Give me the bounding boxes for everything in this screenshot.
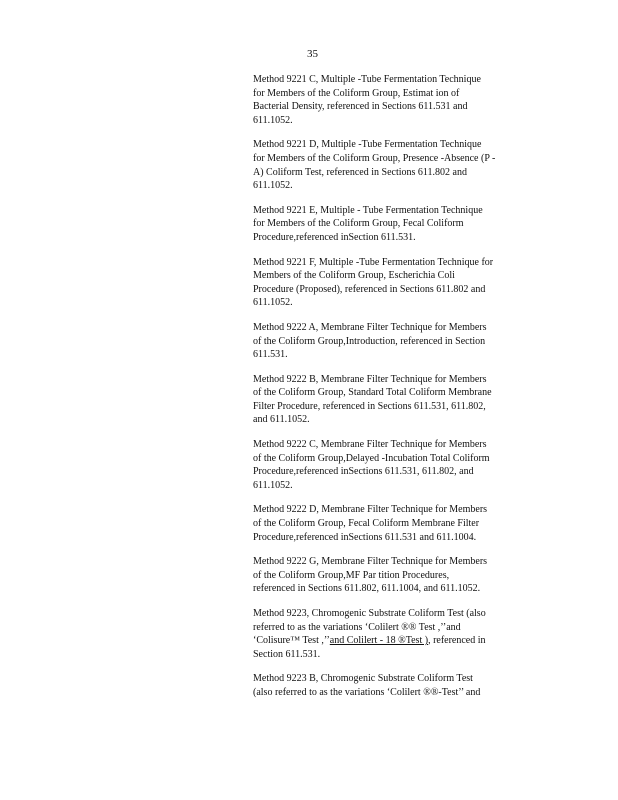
entry-text-line: Bacterial Density, referenced in Sections 611.531 and bbox=[253, 101, 468, 113]
method-reference-entry bbox=[253, 555, 541, 596]
entry-text-line: Method 9221 C, Multiple -Tube Fermentation Technique bbox=[253, 74, 481, 85]
entry-text-line: Method 9222 A, Membrane Filter Technique for Members bbox=[253, 321, 487, 333]
method-reference-entry bbox=[253, 438, 541, 492]
method-reference-entry bbox=[253, 503, 541, 544]
entry-text-line: Method 9222 B, Membrane Filter Technique for Members bbox=[253, 373, 487, 385]
underlined-insertion: and Colilert - 18 ®Test ) bbox=[329, 635, 429, 647]
entry-text-line: referred to as the variations ‘Colilert ®® Test ,’’and bbox=[253, 621, 461, 633]
entry-text-line: Method 9222 C, Membrane Filter Technique for Members bbox=[253, 439, 487, 451]
page-number: 35 bbox=[307, 48, 318, 60]
method-reference-entry bbox=[253, 607, 541, 661]
entry-text-line: Procedure,referenced inSection 611.531. bbox=[253, 231, 416, 243]
entry-text-line: 611.1052. bbox=[253, 114, 293, 126]
entry-text-line: for Members of the Coliform Group, Estimat ion of bbox=[253, 87, 460, 99]
entry-text-line: for Members of the Coliform Group, Fecal Coliform bbox=[253, 218, 464, 230]
method-reference-entry bbox=[253, 138, 541, 192]
entry-text-line: Members of the Coliform Group, Escherichia Coli bbox=[253, 270, 455, 282]
entry-text-line: for Members of the Coliform Group, Presence -Absence (P - bbox=[253, 152, 496, 164]
entry-text-line: Method 9221 F, Multiple -Tube Fermentation Technique for bbox=[253, 256, 494, 268]
entry-text-line: Filter Procedure, referenced in Sections 611.531, 611.802, bbox=[253, 400, 486, 412]
method-reference-list bbox=[253, 73, 541, 711]
entry-text-line: of the Coliform Group,Introduction, referenced in Section bbox=[253, 335, 486, 347]
entry-text-line: Method 9221 E, Multiple - Tube Fermentation Technique bbox=[253, 204, 483, 216]
entry-text-line: of the Coliform Group, Standard Total Coliform Membrane bbox=[253, 387, 492, 399]
method-reference-entry bbox=[253, 321, 541, 362]
method-reference-entry bbox=[253, 256, 541, 310]
entry-text-line: Method 9223, Chromogenic Substrate Coliform Test (also bbox=[253, 608, 486, 619]
entry-text-line: of the Coliform Group,Delayed -Incubation Total Coliform bbox=[253, 452, 490, 464]
method-reference-entry bbox=[253, 204, 541, 245]
entry-text-line: Section 611.531. bbox=[253, 648, 321, 660]
entry-text-line: Method 9222 D, Membrane Filter Technique for Members bbox=[253, 504, 488, 516]
method-reference-entry bbox=[253, 73, 541, 127]
entry-text-line: A) Coliform Test, referenced in Sections 611.802 and bbox=[253, 166, 467, 178]
entry-text-line: 611.531. bbox=[253, 349, 288, 361]
entry-text-line: Method 9223 B, Chromogenic Substrate Coliform Test bbox=[253, 673, 473, 685]
entry-text-line: Procedure (Proposed), referenced in Sections 611.802 and bbox=[253, 283, 486, 295]
entry-text-line: of the Coliform Group, Fecal Coliform Membrane Filter bbox=[253, 518, 480, 530]
entry-text-line: Procedure,referenced inSections 611.531 and 611.1004. bbox=[253, 531, 477, 543]
entry-text-line: Procedure,referenced inSections 611.531, 611.802, and bbox=[253, 466, 474, 478]
entry-text-line: (also referred to as the variations ‘Colilert ®®-Test’’ and bbox=[253, 686, 481, 698]
method-reference-entry bbox=[253, 373, 541, 427]
entry-text-line: Method 9221 D, Multiple -Tube Fermentation Technique bbox=[253, 139, 482, 151]
entry-text-line: Method 9222 G, Membrane Filter Technique for Members bbox=[253, 556, 488, 568]
method-reference-entry bbox=[253, 672, 541, 699]
entry-text-line: of the Coliform Group,MF Par tition Procedures, bbox=[253, 569, 450, 581]
entry-text-line: referenced in Sections 611.802, 611.1004, and 611.1052. bbox=[253, 583, 481, 595]
entry-text-line: 611.1052. bbox=[253, 180, 293, 192]
entry-text-line: and 611.1052. bbox=[253, 414, 310, 426]
entry-text-line: 611.1052. bbox=[253, 297, 293, 309]
entry-text-line: ‘Colisure™ Test ,’’and Colilert - 18 ®Test ), referenced in bbox=[253, 635, 486, 647]
entry-text-line: 611.1052. bbox=[253, 479, 293, 491]
